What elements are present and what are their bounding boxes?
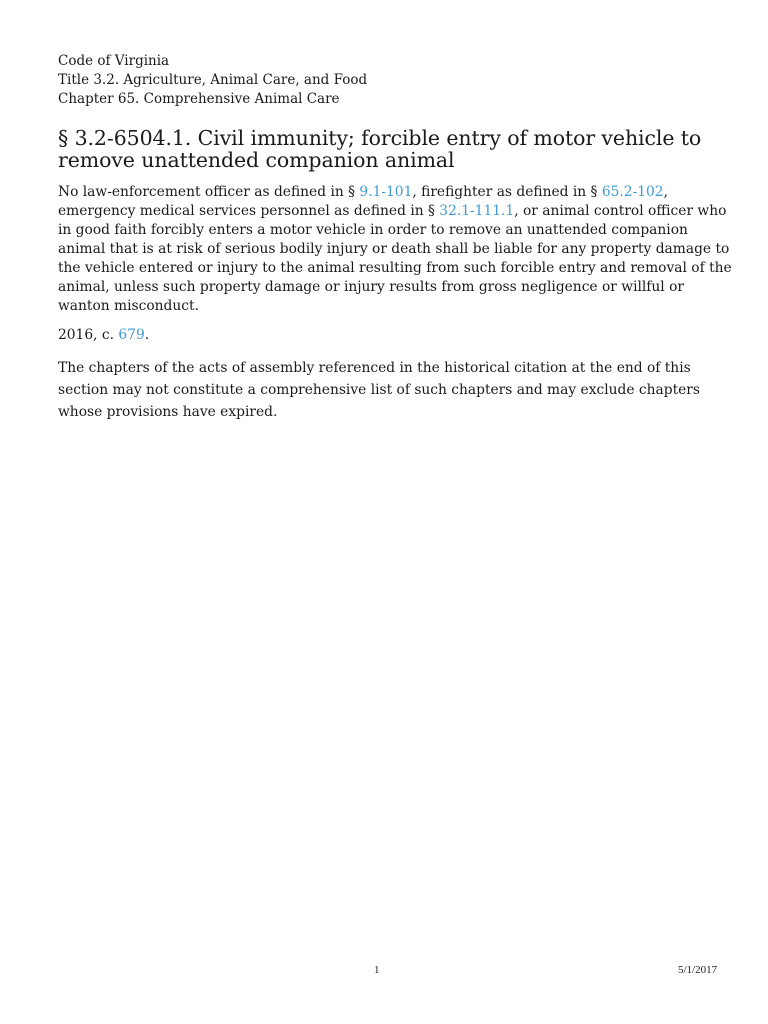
page-number: 1 bbox=[374, 964, 380, 976]
footer-date: 5/1/2017 bbox=[678, 964, 718, 976]
body-text-2: , firefighter as defined in § bbox=[412, 184, 602, 200]
breadcrumb-code: Code of Virginia bbox=[58, 53, 170, 69]
body-text-4: , or animal control officer who in good faith forcibly enters a motor vehicle in order to remove an unattended companion animal that is at risk of serious bodily injury or death shall be liable for any property damage to the vehicle entered or injury to the animal resulting from such forcible entry and removal of the animal, unless such property damage or injury results from gross negligence or willful or wanton misconduct. bbox=[58, 203, 732, 314]
breadcrumb-chapter: Chapter 65. Comprehensive Animal Care bbox=[58, 91, 340, 107]
acts-note: The chapters of the acts of assembly referenced in the historical citation at the end of this section may not constitute a comprehensive list of such chapters and may exclude chapters whose provisions have expired. bbox=[58, 360, 700, 420]
ref-link-chapter-679[interactable]: 679 bbox=[118, 327, 145, 343]
section-heading: § 3.2-6504.1. Civil immunity; forcible entry of motor vehicle to remove unattended companion animal bbox=[58, 126, 702, 172]
historical-citation bbox=[58, 326, 734, 345]
ref-link-65-2-102[interactable]: 65.2-102 bbox=[601, 184, 664, 200]
citation-suffix: . bbox=[144, 327, 150, 343]
body-text-1: No law-enforcement officer as defined in § bbox=[58, 184, 360, 200]
document-page bbox=[58, 52, 734, 423]
ref-link-32-1-111-1[interactable]: 32.1-111.1 bbox=[439, 203, 515, 219]
breadcrumb-title: Title 3.2. Agriculture, Animal Care, and Food bbox=[58, 72, 368, 88]
ref-link-9-1-101[interactable]: 9.1-101 bbox=[359, 184, 413, 200]
body-text-3: , emergency medical services personnel as defined in § bbox=[58, 184, 668, 219]
citation-prefix: 2016, c. bbox=[58, 327, 119, 343]
section-body bbox=[58, 183, 734, 316]
